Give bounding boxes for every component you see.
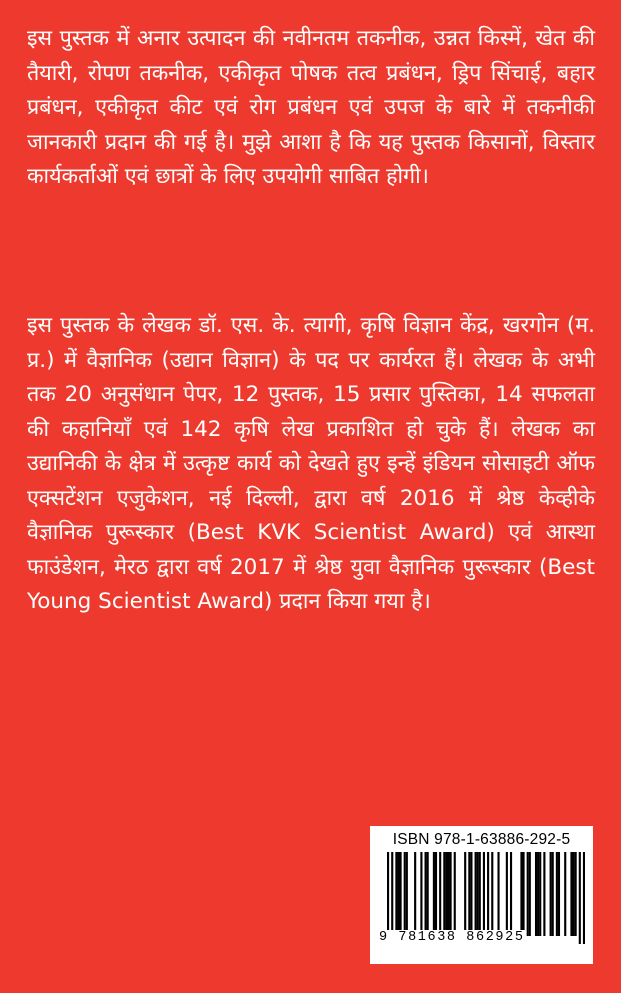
- barcode-bar: [575, 852, 577, 936]
- barcode-bar: [556, 852, 558, 936]
- isbn-barcode: [370, 826, 593, 964]
- barcode-bar: [443, 852, 445, 936]
- barcode-bar: [475, 852, 477, 936]
- barcode-bar: [450, 852, 452, 936]
- barcode-bar: [506, 852, 508, 936]
- barcode-bar: [552, 852, 554, 936]
- barcode-bar: [564, 852, 566, 936]
- barcode-bar: [539, 852, 541, 936]
- barcode-digits: 9 781638 862925: [379, 930, 525, 945]
- description-paragraph: इस पुस्तक में अनार उत्पादन की नवीनतम तकनीक, उन्नत किस्में, खेत की तैयारी, रोपण तकनीक, एकीकृत पोषक तत्व प्रबंधन, ड्रिप सिंचाई, बहार प्रबंधन, एकीकृत कीट एवं रोग प्रबंधन एवं उपज के बारे में तकनीकी जानकारी प्रदान की गई है। मुझे आशा है कि यह पुस्तक किसानों, विस्तार कार्यकर्ताओं एवं छात्रों के लिए उपयोगी साबित होगी।: [27, 26, 595, 189]
- barcode-bar: [406, 852, 408, 936]
- barcode-bar: [529, 852, 531, 936]
- barcode-bar: [420, 852, 422, 936]
- barcode-bar: [447, 852, 449, 936]
- barcode-bar: [497, 852, 499, 936]
- author-bio-paragraph: इस पुस्तक के लेखक डॉ. एस. के. त्यागी, कृषि विज्ञान केंद्र, खरगोन (म. प्र.) में वैज्ञानिक (उद्यान विज्ञान) के पद पर कार्यरत हैं। लेखक के अभी तक 20 अनुसंधान पेपर, 12 पुस्तक, 15 प्रसार पुस्तिका, 14 सफलता की कहानियाँ एवं 142 कृषि लेख प्रकाशित हो चुके हैं। लेखक का उद्यानिकी के क्षेत्र में उत्कृष्ट कार्य को देखते हुए इन्हें इंडियन सोसाइटी ऑफ एक्सटेंशन एजुकेशन, नई दिल्ली, द्वारा वर्ष 2016 में श्रेष्ठ केव्हीके वैज्ञानिक पुरूस्कार (Best KVK Scientist Award) एवं आस्था फाउंडेशन, मेरठ द्वारा वर्ष 2017 में श्रेष्ठ युवा वैज्ञानिक पुरूस्कार (Best Young Scientist Award) प्रदान किया गया है।: [27, 313, 595, 614]
- barcode-bar: [414, 852, 416, 936]
- barcode-bar: [550, 852, 552, 936]
- barcode-bar: [464, 852, 466, 936]
- barcode-bar: [468, 852, 470, 936]
- barcode-bar: [425, 852, 427, 936]
- barcode-bar: [522, 852, 524, 936]
- barcode-bar: [527, 852, 529, 936]
- barcode-bar: [537, 852, 539, 936]
- barcode-bar: [558, 852, 560, 936]
- barcode-bar: [543, 852, 545, 936]
- isbn-label: ISBN 978-1-63886-292-5: [392, 831, 571, 848]
- barcode-bar: [427, 852, 429, 936]
- barcode-bar: [435, 852, 437, 936]
- barcode-bar: [397, 852, 399, 936]
- barcode-bar: [400, 852, 402, 936]
- barcode-bar: [477, 852, 479, 936]
- barcode-bar: [404, 852, 406, 936]
- barcode-bar: [395, 852, 397, 936]
- barcode-bar: [454, 852, 456, 936]
- barcode-bar: [445, 852, 447, 936]
- barcode-bar: [520, 852, 522, 936]
- barcode-bar: [535, 852, 537, 936]
- barcode-bar: [470, 852, 472, 936]
- barcode-bar: [572, 852, 574, 936]
- barcode-bar: [479, 852, 481, 936]
- barcode-bar: [433, 852, 435, 936]
- barcode-bar: [510, 852, 512, 936]
- barcode-bar: [439, 852, 441, 936]
- barcode-bar: [570, 852, 572, 936]
- barcode-bar: [491, 852, 493, 936]
